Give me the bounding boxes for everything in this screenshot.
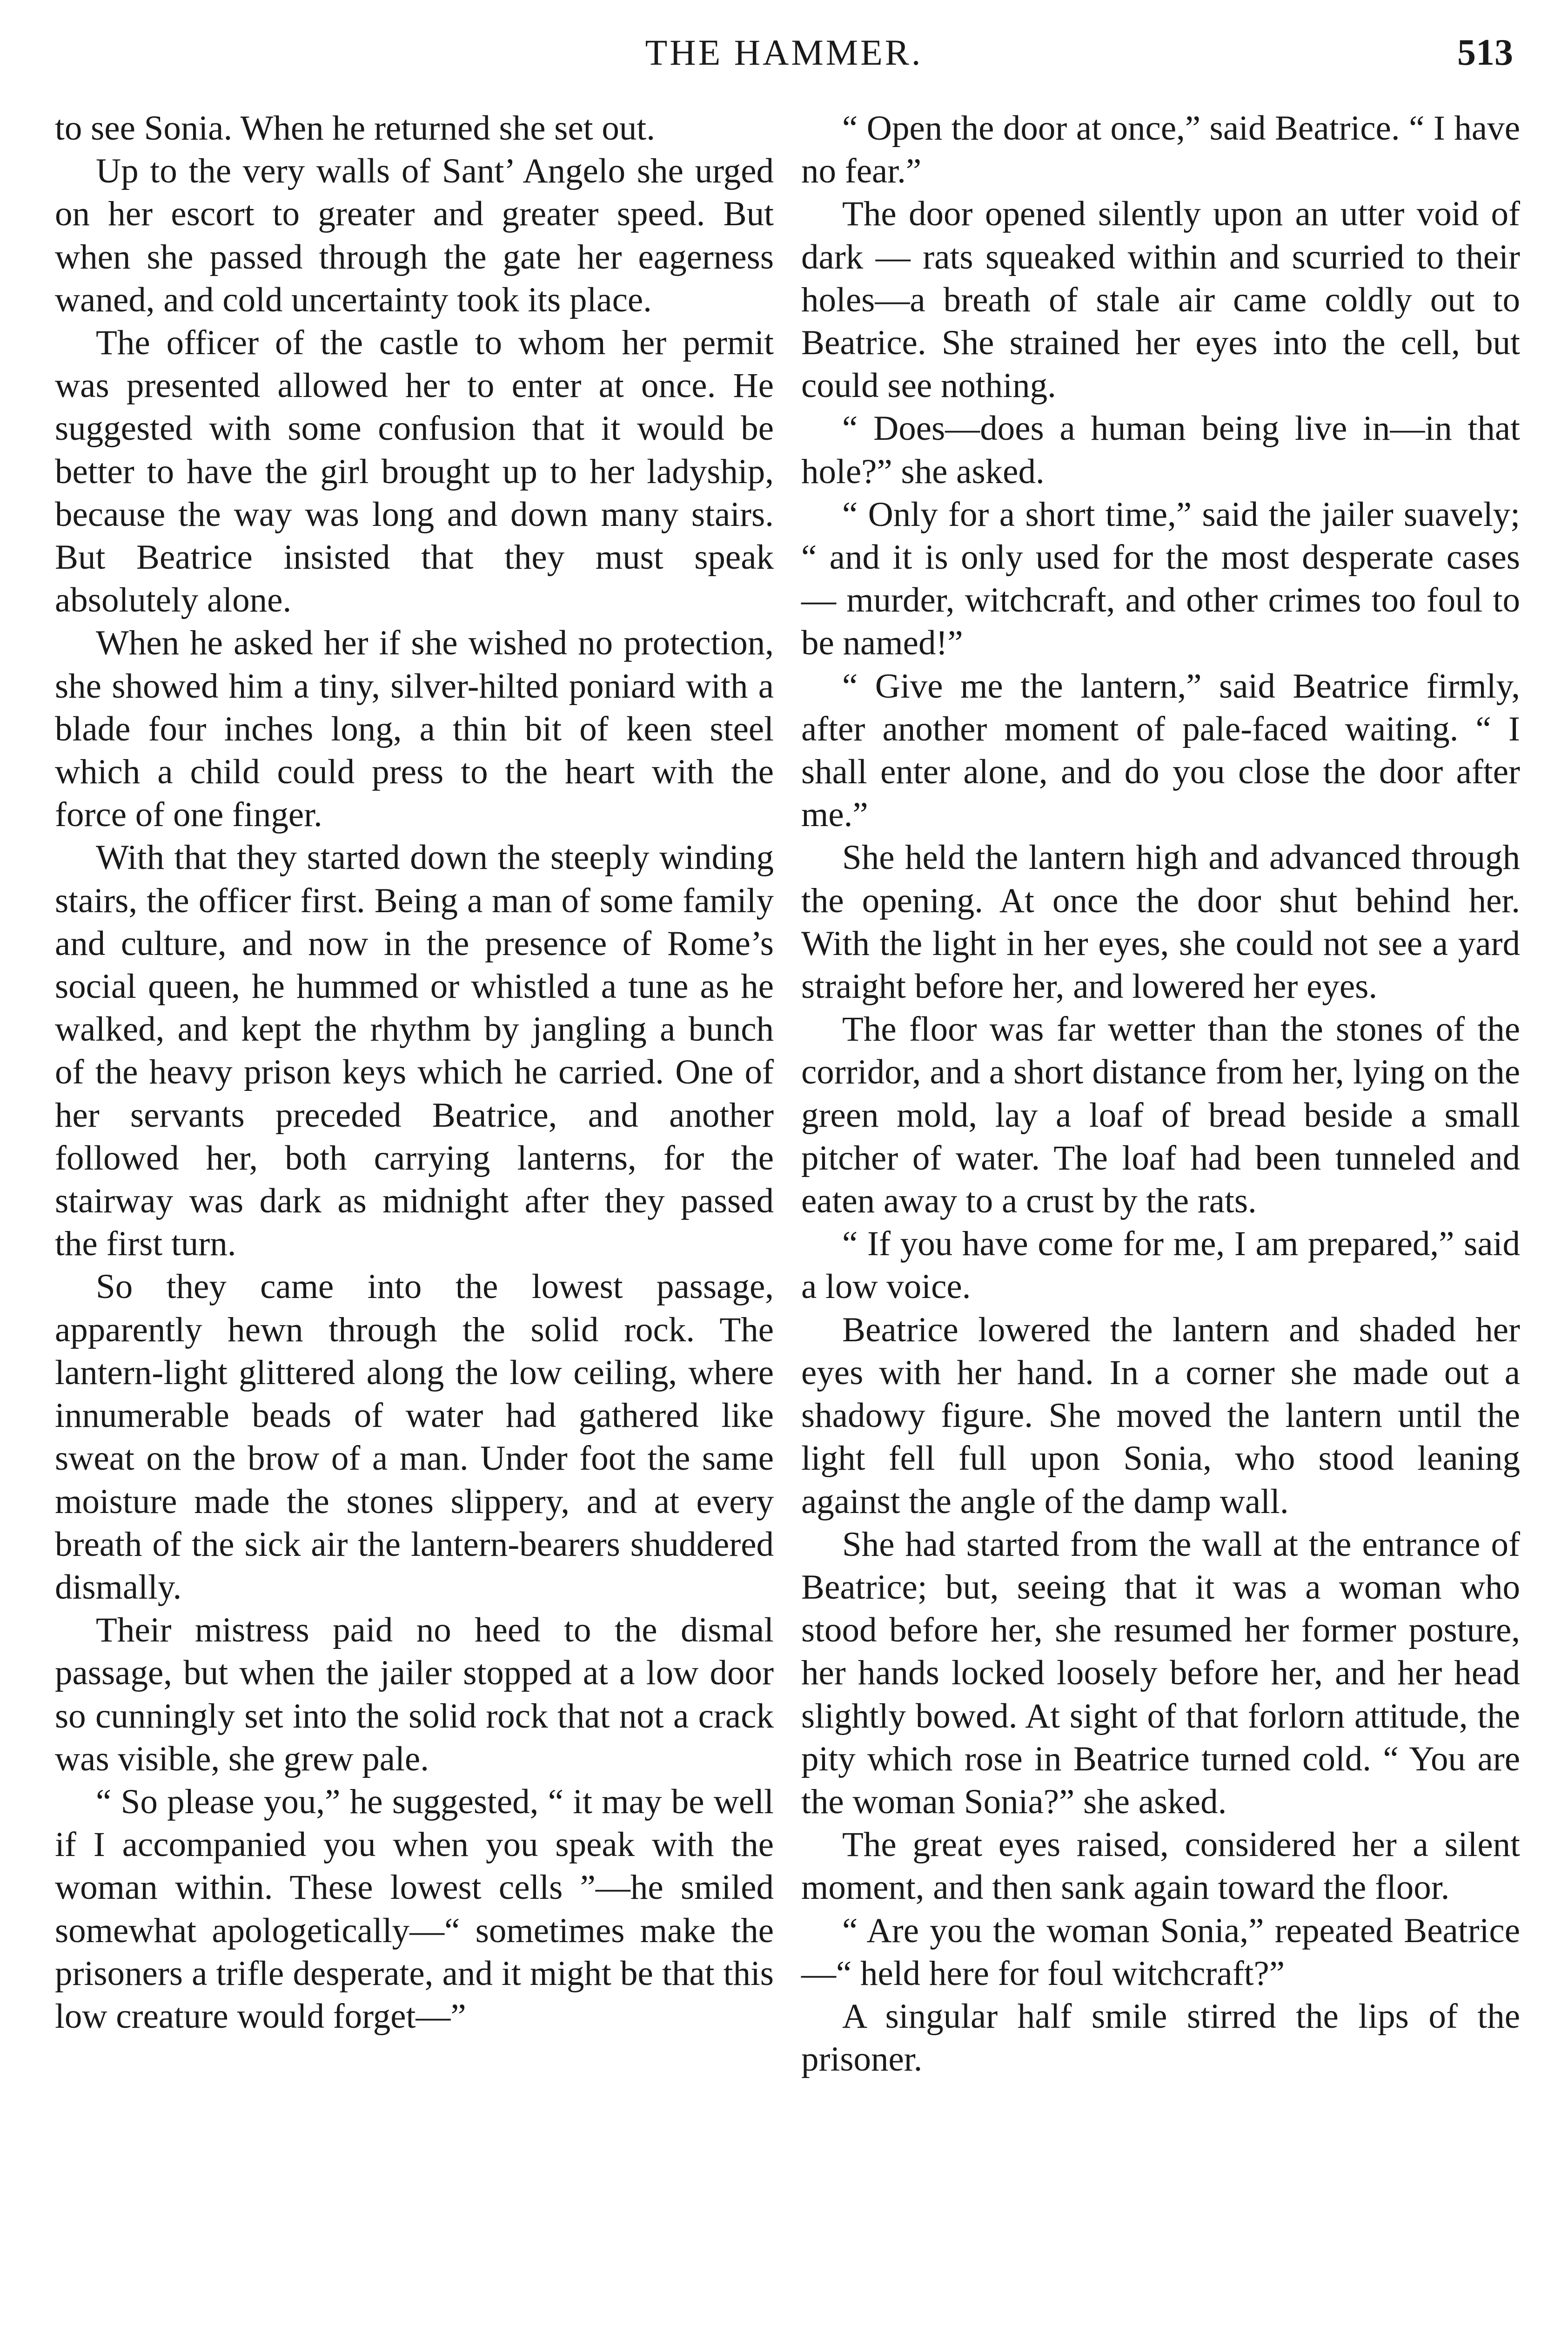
paragraph: “ Does—does a human being live in—in that hole?” she asked. xyxy=(801,409,1520,491)
paragraph: “ So please you,” he suggested, “ it may be well if I accompanied you when you speak with the woman within. These lowest cells ”—he smiled somewhat apologetically—“ sometimes make the prisoners a trifle desperate, and it might be that this low creature would forget—” xyxy=(55,1782,774,2036)
paragraph: “ Open the door at once,” said Beatrice. “ I have no fear.” xyxy=(801,109,1520,191)
paragraph: Their mistress paid no heed to the dismal passage, but when the jailer stopped at a low door so cunningly set into the solid rock that not a crack was visible, she grew pale. xyxy=(55,1611,774,1778)
paragraph: So they came into the lowest passage, apparently hewn through the solid rock. The lantern-light glittered along the low ceiling, where innumerable beads of water had gathered like sweat on the brow of a man. Under foot the same moisture made the stones slippery, and at every breath of the sick air the lantern-bearers shuddered dismally. xyxy=(55,1267,774,1607)
paragraph: The door opened silently upon an utter void of dark — rats squeaked within and scurried to their holes—a breath of stale air came coldly out to Beatrice. She strained her eyes into the cell, but could see nothing. xyxy=(801,195,1520,405)
paragraph: “ Only for a short time,” said the jailer suavely; “ and it is only used for the most desperate cases — murder, witchcraft, and other crimes too foul to be named!” xyxy=(801,495,1520,663)
running-title: THE HAMMER. xyxy=(645,32,923,73)
paragraph: “ Are you the woman Sonia,” repeated Beatrice—“ held here for foul witchcraft?” xyxy=(801,1911,1520,1993)
paragraph: A singular half smile stirred the lips of the prisoner. xyxy=(801,1997,1520,2079)
running-head xyxy=(0,32,1568,74)
paragraph: “ If you have come for me, I am prepared,” said a low voice. xyxy=(801,1224,1520,1306)
left-column xyxy=(55,107,774,2038)
paragraph: The officer of the castle to whom her permit was presented allowed her to enter at once. He suggested with some confusion that it would be better to have the girl brought up to her ladyship, because the way was long and down many stairs. But Beatrice insisted that they must speak absolutely alone. xyxy=(55,323,774,620)
paragraph: With that they started down the steeply winding stairs, the officer first. Being a man of some family and culture, and now in the presence of Rome’s social queen, he hummed or whistled a tune as he walked, and kept the rhythm by jangling a bunch of the heavy prison keys which he carried. One of her servants preceded Beatrice, and another followed her, both carrying lanterns, for the stairway was dark as midnight after they passed the first turn. xyxy=(55,838,774,1264)
paragraph: Up to the very walls of Sant’ Angelo she urged on her escort to greater and greater speed. But when she passed through the gate her eagerness waned, and cold uncertainty took its place. xyxy=(55,152,774,319)
paragraph: Beatrice lowered the lantern and shaded her eyes with her hand. In a corner she made out a shadowy figure. She moved the lantern until the light fell full upon Sonia, who stood leaning against the angle of the damp wall. xyxy=(801,1310,1520,1521)
paragraph: The great eyes raised, considered her a silent moment, and then sank again toward the floor. xyxy=(801,1825,1520,1907)
paragraph: She held the lantern high and advanced through the opening. At once the door shut behind her. With the light in her eyes, she could not see a yard straight before her, and lowered her eyes. xyxy=(801,838,1520,1006)
paragraph: She had started from the wall at the entrance of Beatrice; but, seeing that it was a woman who stood before her, she resumed her former posture, her hands locked loosely before her, and her head slightly bowed. At sight of that forlorn attitude, the pity which rose in Beatrice turned cold. “ You are the woman Sonia?” she asked. xyxy=(801,1525,1520,1821)
paragraph: to see Sonia. When he returned she set out. xyxy=(55,109,655,148)
paragraph: When he asked her if she wished no protection, she showed him a tiny, silver-hilted poniard with a blade four inches long, a thin bit of keen steel which a child could press to the heart with the force of one finger. xyxy=(55,624,774,834)
paragraph: “ Give me the lantern,” said Beatrice firmly, after another moment of pale-faced waiting. “ I shall enter alone, and do you close the door after me.” xyxy=(801,666,1520,834)
paragraph: The floor was far wetter than the stones of the corridor, and a short distance from her, lying on the green mold, lay a loaf of bread beside a small pitcher of water. The loaf had been tunneled and eaten away to a crust by the rats. xyxy=(801,1010,1520,1221)
page-number: 513 xyxy=(1457,32,1513,73)
right-column xyxy=(801,107,1520,2081)
